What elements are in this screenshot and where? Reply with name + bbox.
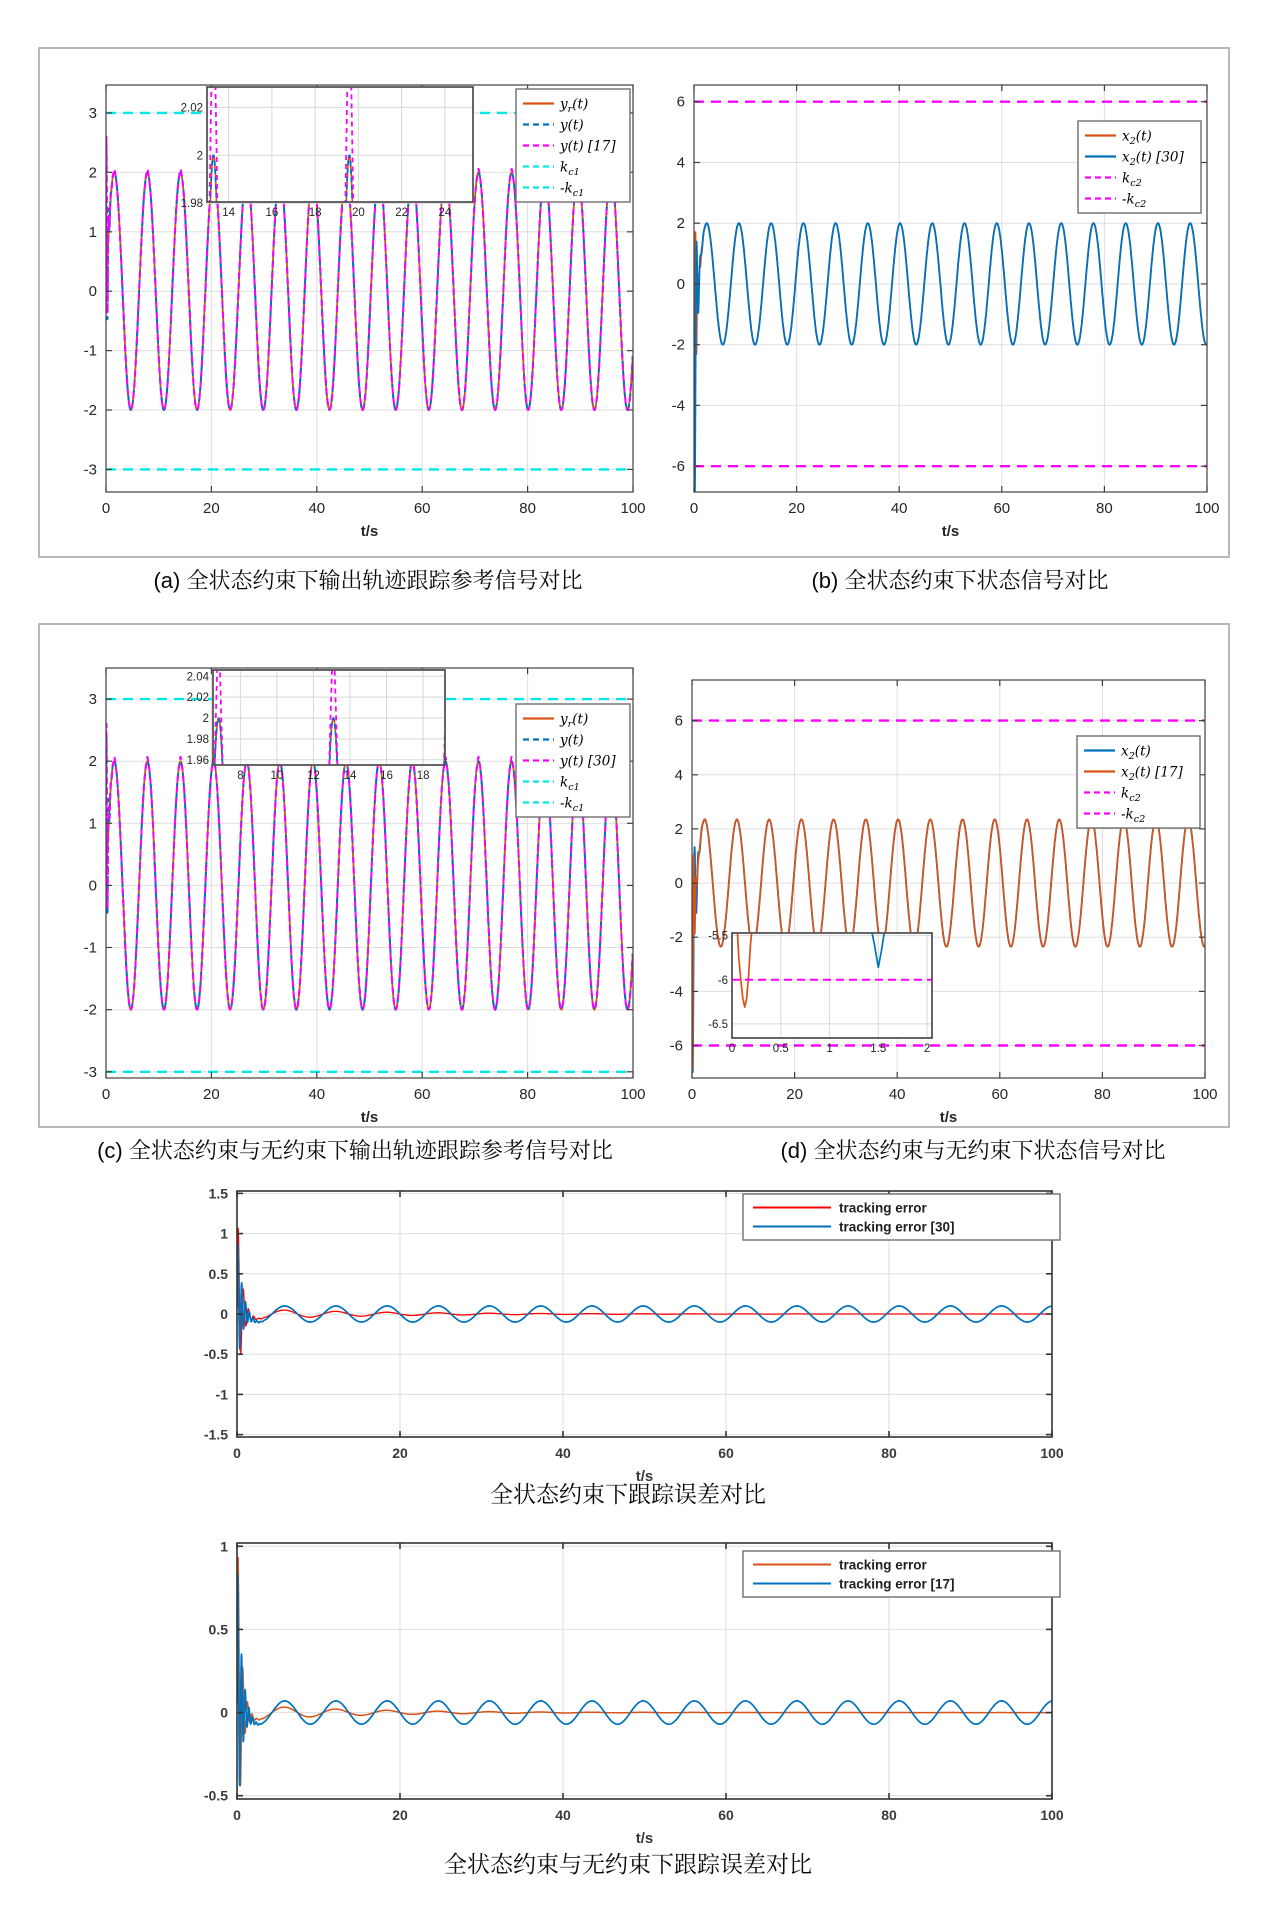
svg-text:0: 0 <box>220 1704 228 1721</box>
svg-text:2: 2 <box>202 713 209 725</box>
svg-text:100: 100 <box>620 1086 646 1103</box>
svg-text:80: 80 <box>1094 1086 1111 1103</box>
svg-text:t/s: t/s <box>360 523 379 540</box>
svg-text:y(t) [17]: y(t) [17] <box>560 138 616 155</box>
svg-text:-kc2: $-k_{c2}$ <box>1122 191 1147 210</box>
svg-text:10: 10 <box>270 770 284 782</box>
svg-text:1.5: 1.5 <box>870 1043 887 1055</box>
svg-text:40: 40 <box>890 500 908 517</box>
caption-tracking-error-constrained: 全状态约束下跟踪误差对比 <box>490 1481 766 1507</box>
svg-text:0.5: 0.5 <box>772 1043 789 1055</box>
svg-text:6: 6 <box>674 712 683 730</box>
svg-text:0: 0 <box>88 283 97 301</box>
svg-text:-2: -2 <box>669 929 683 947</box>
svg-text:80: 80 <box>519 1086 536 1103</box>
svg-text:2: 2 <box>196 150 203 163</box>
svg-text:14: 14 <box>343 770 357 782</box>
svg-text:4: 4 <box>676 154 685 172</box>
svg-text:40: 40 <box>555 1807 571 1823</box>
svg-text:tracking error [17]: tracking error [17] <box>839 1576 955 1592</box>
svg-text:2: 2 <box>88 164 97 182</box>
svg-text:1.96: 1.96 <box>186 754 209 767</box>
svg-text:t/s: t/s <box>939 1109 958 1126</box>
chart-svg-a <box>38 67 651 547</box>
svg-text:60: 60 <box>718 1445 734 1461</box>
svg-text:100: 100 <box>1192 1086 1218 1103</box>
svg-text:-2: -2 <box>671 336 685 354</box>
svg-text:0: 0 <box>233 1445 241 1461</box>
svg-text:20: 20 <box>203 500 220 517</box>
svg-text:16: 16 <box>265 207 279 219</box>
svg-text:24: 24 <box>438 207 452 219</box>
svg-text:x2(t) [30]: $x_2(t)$ [30] <box>1122 149 1184 168</box>
svg-text:60: 60 <box>991 1086 1009 1103</box>
chart-state-signals-comparison <box>624 662 1223 1133</box>
svg-text:-6: -6 <box>671 458 685 476</box>
chart-svg-e <box>169 1173 1070 1492</box>
svg-text:2: 2 <box>923 1043 931 1055</box>
svg-text:-4: -4 <box>669 983 683 1001</box>
svg-text:100: 100 <box>1194 500 1220 517</box>
svg-text:t/s: t/s <box>635 1830 654 1847</box>
svg-text:3: 3 <box>88 691 97 709</box>
svg-text:80: 80 <box>519 500 536 517</box>
chart-state-signals-constrained <box>626 67 1225 547</box>
svg-text:40: 40 <box>555 1445 571 1461</box>
svg-text:kc2: $k_{c2}$ <box>1121 785 1141 804</box>
svg-text:1: 1 <box>220 1225 228 1242</box>
svg-text:y(t): y(t) <box>560 732 584 749</box>
svg-text:-kc1: $-k_{c1}$ <box>560 795 585 814</box>
svg-text:0: 0 <box>220 1306 228 1322</box>
svg-text:y(t): y(t) <box>560 117 584 134</box>
caption-a: (a) 全状态约束下输出轨迹跟踪参考信号对比 <box>153 568 583 593</box>
svg-text:40: 40 <box>308 500 326 517</box>
svg-text:2.02: 2.02 <box>186 692 209 705</box>
svg-text:-2: -2 <box>83 1001 97 1019</box>
svg-text:0: 0 <box>233 1807 241 1823</box>
svg-text:0: 0 <box>687 1086 697 1103</box>
chart-tracking-error-constrained <box>169 1173 1070 1492</box>
svg-text:yr(t): $y_r(t)$ <box>560 711 589 730</box>
svg-text:y(t) [30]: y(t) [30] <box>560 753 616 770</box>
svg-text:20: 20 <box>352 207 365 219</box>
svg-text:-3: -3 <box>83 461 97 479</box>
svg-text:20: 20 <box>392 1807 408 1823</box>
svg-text:kc1: $k_{c1}$ <box>560 159 580 178</box>
svg-text:80: 80 <box>881 1807 897 1823</box>
svg-text:-1: -1 <box>83 342 97 360</box>
svg-text:2: 2 <box>674 820 683 838</box>
svg-text:40: 40 <box>888 1086 906 1103</box>
svg-text:-1: -1 <box>83 939 97 957</box>
svg-text:100: 100 <box>620 500 646 517</box>
svg-text:2.04: 2.04 <box>186 671 209 684</box>
svg-text:20: 20 <box>203 1086 220 1103</box>
svg-text:14: 14 <box>222 207 235 219</box>
svg-text:yr(t): $y_r(t)$ <box>560 96 589 115</box>
caption-b: (b) 全状态约束下状态信号对比 <box>811 568 1109 593</box>
svg-text:tracking error [30]: tracking error [30] <box>839 1219 955 1235</box>
svg-text:-kc2: $-k_{c2}$ <box>1121 806 1146 825</box>
svg-text:18: 18 <box>308 207 322 219</box>
svg-text:-1.5: -1.5 <box>203 1426 228 1443</box>
svg-text:0: 0 <box>728 1043 736 1055</box>
svg-text:1: 1 <box>88 223 97 241</box>
svg-text:-2: -2 <box>83 402 97 419</box>
svg-text:3: 3 <box>88 104 97 122</box>
svg-text:0: 0 <box>88 877 97 895</box>
svg-text:t/s: t/s <box>635 1468 654 1485</box>
svg-text:60: 60 <box>993 500 1011 517</box>
svg-text:t/s: t/s <box>941 523 960 540</box>
svg-text:60: 60 <box>413 500 431 517</box>
svg-text:-0.5: -0.5 <box>203 1787 228 1804</box>
svg-text:0.5: 0.5 <box>208 1621 228 1638</box>
svg-text:1: 1 <box>88 815 97 833</box>
chart-svg-d <box>624 662 1223 1133</box>
caption-tracking-error-comparison: 全状态约束与无约束下跟踪误差对比 <box>444 1851 812 1877</box>
svg-text:t/s: t/s <box>360 1109 379 1126</box>
svg-text:100: 100 <box>1040 1807 1064 1823</box>
svg-text:-3: -3 <box>83 1063 97 1081</box>
svg-text:tracking error: tracking error <box>839 1557 927 1573</box>
svg-text:kc1: $k_{c1}$ <box>560 774 580 793</box>
svg-text:-1: -1 <box>215 1386 228 1403</box>
svg-text:60: 60 <box>413 1086 431 1103</box>
chart-output-tracking-comparison <box>38 650 651 1133</box>
svg-text:0: 0 <box>101 1086 111 1103</box>
svg-text:2: 2 <box>88 753 97 771</box>
svg-text:40: 40 <box>308 1086 326 1103</box>
svg-text:x2(t): $x_2(t)$ <box>1121 743 1151 762</box>
svg-text:1: 1 <box>826 1043 833 1055</box>
svg-text:8: 8 <box>237 770 244 782</box>
svg-text:tracking error: tracking error <box>839 1200 927 1216</box>
svg-text:0.5: 0.5 <box>208 1265 228 1282</box>
svg-text:20: 20 <box>786 1086 803 1103</box>
svg-text:2.02: 2.02 <box>180 102 203 115</box>
svg-text:-4: -4 <box>671 397 685 415</box>
chart-tracking-error-comparison <box>169 1525 1070 1854</box>
svg-text:60: 60 <box>718 1807 734 1823</box>
caption-d: (d) 全状态约束与无约束下状态信号对比 <box>780 1138 1166 1163</box>
svg-text:x2(t) [17]: $x_2(t)$ [17] <box>1121 764 1183 783</box>
chart-svg-f <box>169 1525 1070 1854</box>
svg-text:-6: -6 <box>717 974 728 987</box>
svg-text:-6: -6 <box>669 1037 683 1055</box>
svg-text:20: 20 <box>392 1445 408 1461</box>
chart-svg-c <box>38 650 651 1133</box>
svg-text:-5.5: -5.5 <box>708 930 728 943</box>
svg-text:1: 1 <box>220 1538 228 1555</box>
caption-c: (c) 全状态约束与无约束下输出轨迹跟踪参考信号对比 <box>97 1138 613 1163</box>
svg-text:20: 20 <box>788 500 805 517</box>
svg-text:18: 18 <box>416 770 430 782</box>
svg-text:-kc1: $-k_{c1}$ <box>560 180 585 199</box>
svg-text:22: 22 <box>395 207 408 219</box>
svg-text:0: 0 <box>689 500 699 517</box>
svg-text:0: 0 <box>674 875 683 893</box>
svg-text:2: 2 <box>676 215 685 233</box>
chart-svg-b <box>626 67 1225 547</box>
svg-text:1.5: 1.5 <box>208 1185 228 1202</box>
svg-text:-0.5: -0.5 <box>203 1346 228 1363</box>
svg-text:4: 4 <box>674 766 683 784</box>
svg-text:80: 80 <box>881 1445 897 1461</box>
svg-text:1.98: 1.98 <box>186 733 209 746</box>
svg-text:100: 100 <box>1040 1445 1064 1461</box>
svg-text:80: 80 <box>1096 500 1113 517</box>
svg-text:16: 16 <box>380 770 393 782</box>
svg-text:kc2: $k_{c2}$ <box>1122 170 1142 189</box>
svg-text:0: 0 <box>101 500 111 517</box>
svg-text:6: 6 <box>676 93 685 111</box>
svg-text:-6.5: -6.5 <box>708 1018 728 1031</box>
svg-text:12: 12 <box>307 770 320 782</box>
svg-text:x2(t): $x_2(t)$ <box>1122 128 1152 147</box>
svg-text:0: 0 <box>676 275 685 293</box>
chart-output-tracking-constrained <box>38 67 651 547</box>
svg-text:1.98: 1.98 <box>180 198 203 211</box>
